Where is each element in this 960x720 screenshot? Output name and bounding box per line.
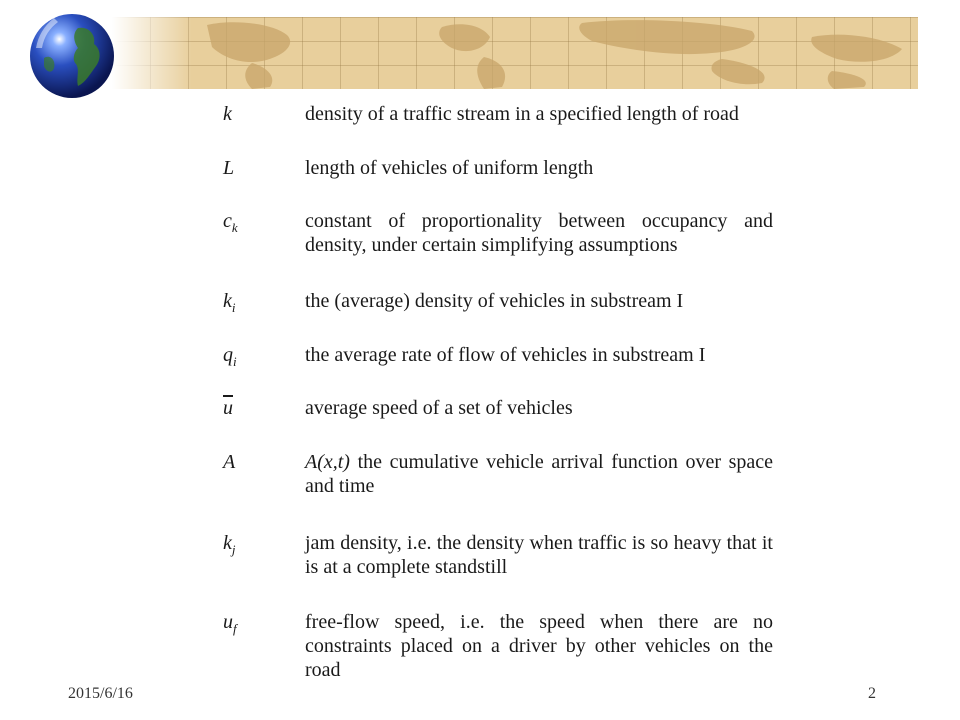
glossary-symbol: L xyxy=(223,157,235,179)
glossary-symbol: k xyxy=(223,103,232,125)
glossary-definition: the (average) density of vehicles in substream I xyxy=(305,290,684,312)
glossary-symbol: $\overline{u}$ xyxy=(223,397,233,419)
page-number: 2 xyxy=(868,685,876,702)
glossary-symbol: $c_k$ xyxy=(223,210,238,235)
footer-date: 2015/6/16 xyxy=(68,685,133,702)
glossary-definition: length of vehicles of uniform length xyxy=(305,157,594,179)
glossary-definition: constant of proportionality between occupancy and density, under certain simplifying assumptions xyxy=(305,210,773,256)
glossary-symbol: $k_j$ xyxy=(223,532,236,557)
glossary-symbol: A xyxy=(223,451,236,473)
glossary-definition: density of a traffic stream in a specified length of road xyxy=(305,103,739,125)
glossary-definition: free-flow speed, i.e. the speed when there are no constraints placed on a driver by other vehicles on the road xyxy=(305,611,773,681)
function-notation: A(x,t) xyxy=(305,451,350,473)
glossary-definition: jam density, i.e. the density when traffic is so heavy that it is at a complete standstill xyxy=(305,532,773,578)
glossary-symbol: $q_i$ xyxy=(223,344,237,369)
glossary-symbol: $k_i$ xyxy=(223,290,236,315)
glossary-definition: the average rate of flow of vehicles in substream I xyxy=(305,344,706,366)
definition-text: the cumulative vehicle arrival function over space and time xyxy=(305,451,773,497)
glossary-symbol: $u_f$ xyxy=(223,611,237,636)
glossary-definition: average speed of a set of vehicles xyxy=(305,397,573,419)
glossary-definition xyxy=(305,450,773,498)
